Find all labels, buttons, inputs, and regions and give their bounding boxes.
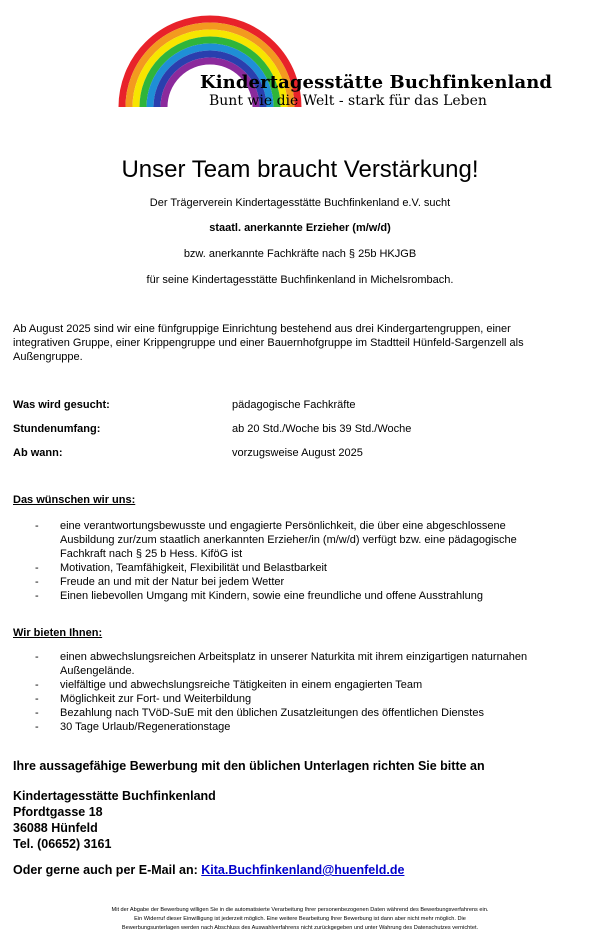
bullet-dash: - bbox=[35, 576, 39, 588]
intro-line-3: bzw. anerkannte Fachkräfte nach § 25b HKJGB bbox=[183, 248, 417, 260]
bullet-dash: - bbox=[35, 721, 39, 733]
footer-line-1: Mit der Abgabe der Bewerbung willigen Sie in die automatisierte Verarbeitung Ihrer personenbezogenen Daten während des Bewerbungsverfahrens ein. bbox=[111, 907, 489, 913]
kita-slogan: Bunt wie die Welt - stark für das Leben bbox=[209, 93, 487, 109]
application-text: Ihre aussagefähige Bewerbung mit den üblichen Unterlagen richten Sie bitte an bbox=[13, 759, 485, 773]
footer-line-3: Bewerbungsunterlagen werden nach Abschluss des Auswahlverfahrens nicht zurückgegeben und unter Wahrung des Datenschutzes vernichtet. bbox=[121, 925, 479, 931]
list-item: - Motivation, Teamfähigkeit, Flexibilität und Belastbarkeit bbox=[35, 562, 327, 574]
address-phone: Tel. (06652) 3161 bbox=[13, 837, 112, 851]
bullet-dash: - bbox=[35, 590, 39, 602]
email-prefix: Oder gerne auch per E-Mail an: bbox=[13, 863, 202, 877]
detail-value-start: vorzugsweise August 2025 bbox=[232, 447, 363, 459]
offers-heading: Wir bieten Ihnen: bbox=[13, 627, 103, 639]
list-item: - eine verantwortungsbewusste und engagierte Persönlichkeit, die über eine abgeschlossene Ausbildung zur/zum staatlich anerkannten Erzieher/in (m/w/d) verfügt bzw. eine pädagogische Fachkraft nach § 25 b Hess. KiföG ist bbox=[35, 520, 517, 560]
bullet-dash: - bbox=[35, 679, 39, 691]
kita-name: Kindertagesstätte Buchfinkenland bbox=[200, 72, 553, 93]
job-title: staatl. anerkannte Erzieher (m/w/d) bbox=[209, 222, 391, 234]
bullet-dash: - bbox=[35, 562, 39, 574]
address-city: 36088 Hünfeld bbox=[13, 821, 98, 835]
list-item: - Bezahlung nach TVöD-SuE mit den üblichen Zusatzleitungen des öffentlichen Dienstes bbox=[35, 707, 484, 719]
bullet-dash: - bbox=[35, 520, 39, 532]
email-line bbox=[13, 863, 404, 877]
list-item: - einen abwechslungsreichen Arbeitsplatz in unserer Naturkita mit ihrem einzigartigen naturnahen Außengelände. bbox=[35, 651, 528, 677]
detail-value-what: pädagogische Fachkräfte bbox=[232, 399, 356, 411]
wishes-list bbox=[0, 519, 600, 603]
list-item: - Möglichkeit zur Fort- und Weiterbildung bbox=[35, 693, 252, 705]
intro-line-1: Der Trägerverein Kindertagesstätte Buchfinkenland e.V. sucht bbox=[149, 197, 451, 209]
detail-value-hours: ab 20 Std./Woche bis 39 Std./Woche bbox=[232, 423, 412, 435]
address-name: Kindertagesstätte Buchfinkenland bbox=[13, 789, 216, 803]
bullet-dash: - bbox=[35, 693, 39, 705]
description: Ab August 2025 sind wir eine fünfgruppige Einrichtung bestehend aus drei Kindergartengruppen, einer integrativen Gruppe, einer Krippengruppe und einer Bauernhofgruppe im Stadtteil Hünfeld-Sargenzell als Außengruppe. bbox=[13, 323, 524, 363]
list-item: - Freude an und mit der Natur bei jedem Wetter bbox=[35, 576, 285, 588]
offers-list bbox=[0, 650, 600, 734]
list-item: - Einen liebevollen Umgang mit Kindern, sowie eine freundliche und offene Ausstrahlung bbox=[35, 590, 483, 602]
intro-line-4: für seine Kindertagesstätte Buchfinkenland in Michelsrombach. bbox=[146, 274, 454, 286]
detail-label-what: Was wird gesucht: bbox=[13, 399, 110, 411]
wishes-heading: Das wünschen wir uns: bbox=[13, 494, 136, 506]
page-title: Unser Team braucht Verstärkung! bbox=[121, 156, 479, 183]
address-street: Pfordtgasse 18 bbox=[13, 805, 103, 819]
list-item: - 30 Tage Urlaub/Regenerationstage bbox=[35, 721, 231, 733]
detail-label-hours: Stundenumfang: bbox=[13, 423, 101, 435]
privacy-footer bbox=[0, 906, 600, 933]
list-item: - vielfältige und abwechslungsreiche Tätigkeiten in einem engagierten Team bbox=[35, 679, 423, 691]
bullet-dash: - bbox=[35, 707, 39, 719]
bullet-dash: - bbox=[35, 651, 39, 663]
footer-line-2: Ein Widerruf dieser Einwilligung ist jederzeit möglich. Eine weitere Bearbeitung Ihrer Bewerbung ist dann aber nicht mehr möglich. Die bbox=[134, 916, 466, 922]
detail-label-start: Ab wann: bbox=[13, 447, 63, 459]
email-link[interactable]: Kita.Buchfinkenland@huenfeld.de bbox=[201, 863, 405, 877]
